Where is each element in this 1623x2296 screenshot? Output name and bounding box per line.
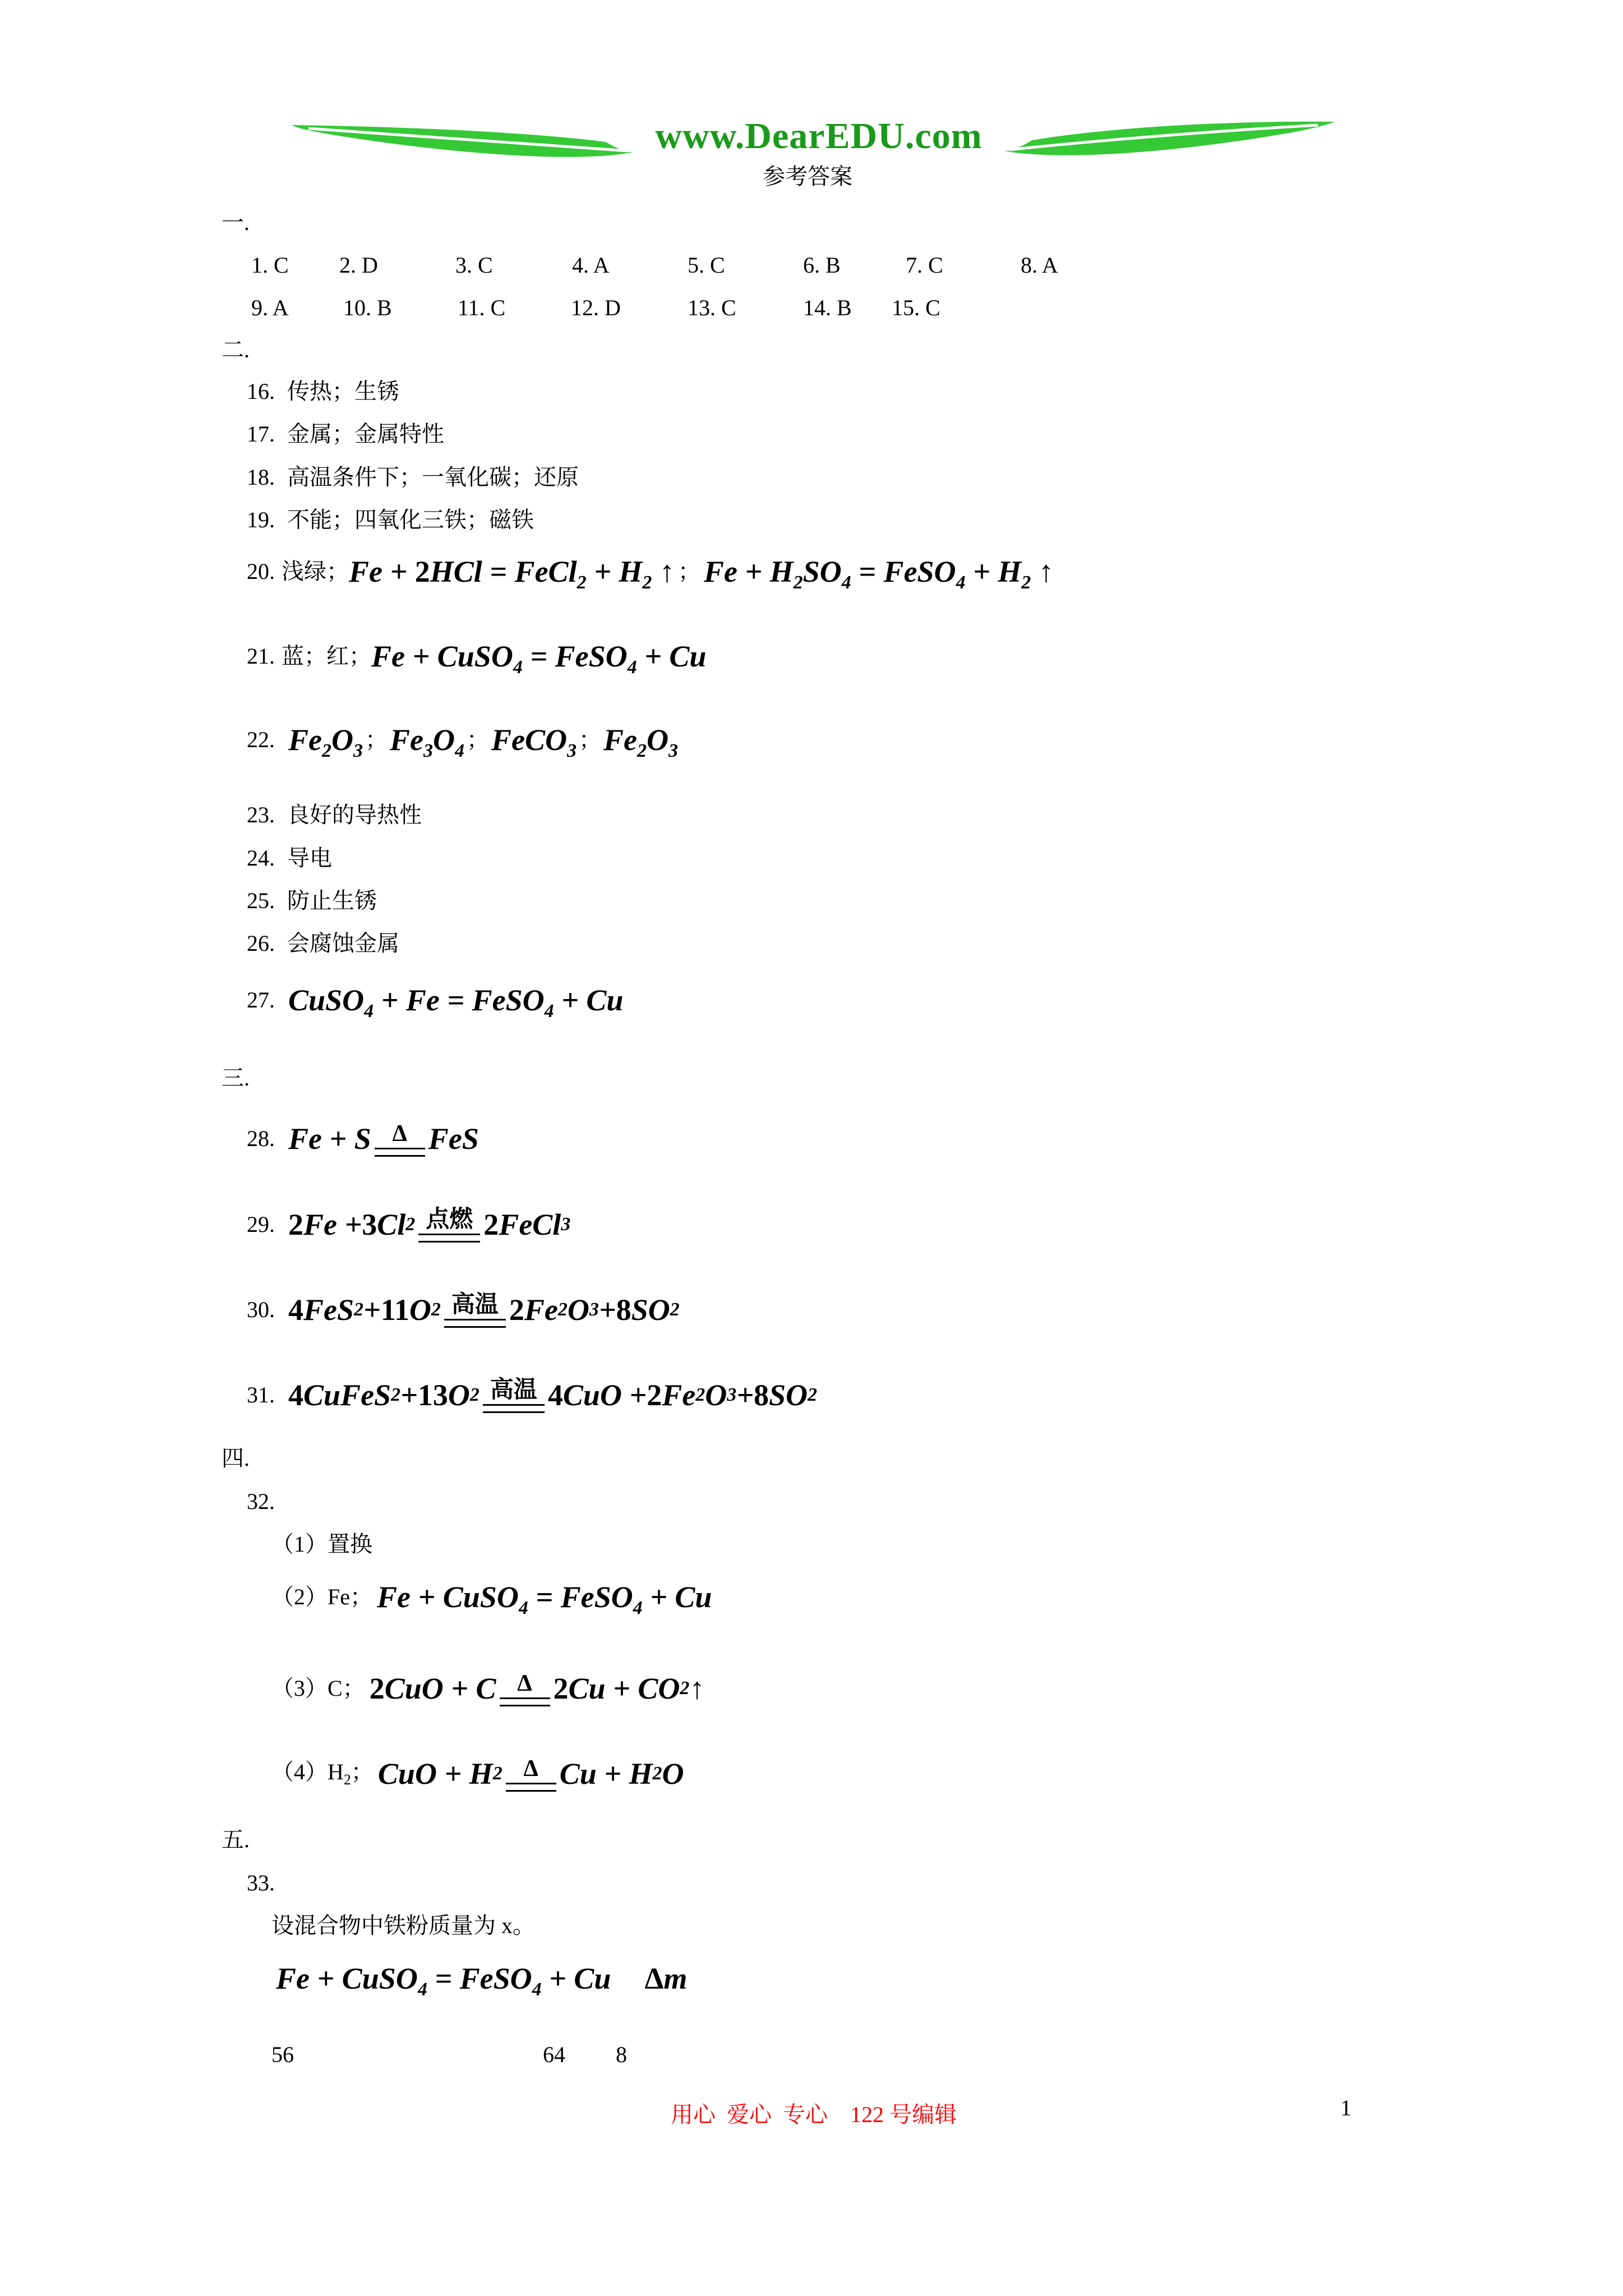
formula: $Fe_2O_3$: [603, 723, 678, 761]
mc-answer: 7. C: [906, 252, 943, 278]
answer-17: [247, 423, 444, 445]
equation: Fe + CuSO$_4$ = FeSO$_4$ + Cu: [371, 639, 707, 678]
answer-number: 20.: [247, 559, 275, 584]
answer-text: 浅绿；: [282, 559, 349, 584]
answer-number: 26.: [247, 931, 275, 956]
logo-text: www.DearEDU.com: [655, 116, 983, 157]
answer-text: 蓝；红；: [282, 643, 371, 669]
answer-number: 30.: [247, 1297, 275, 1322]
answer-28: [247, 1111, 479, 1167]
answer-23: [247, 804, 422, 826]
answer-21: [247, 639, 707, 678]
reaction-condition: [500, 1671, 550, 1706]
equation: CuO + H 2 Δ Cu + H 2 O: [378, 1756, 684, 1792]
condition-label: Δ: [523, 1755, 538, 1782]
formula: FeCO$_3$: [491, 723, 577, 761]
section-heading-3: 三.: [222, 1065, 250, 1091]
part-label: [271, 1761, 374, 1787]
separator: ；: [467, 727, 489, 752]
part-label: （2）Fe；: [271, 1584, 372, 1609]
reaction-condition: [375, 1121, 425, 1157]
page-title: 参考答案: [763, 164, 852, 189]
page-number: 1: [1340, 2095, 1352, 2120]
answer-text: 导电: [287, 845, 332, 871]
mc-answer: 9. A: [251, 295, 289, 320]
answer-30: [247, 1279, 680, 1341]
q33-value-dm: 8: [616, 2042, 627, 2067]
answer-number: 19.: [247, 507, 275, 532]
answer-20: [247, 555, 1054, 593]
answer-number: 29.: [247, 1212, 275, 1237]
section-heading-5: 五.: [222, 1827, 250, 1852]
answer-text: 不能；四氧化三铁；磁铁: [287, 507, 534, 532]
equation: $Fe + H_2SO_4$ = FeSO$_4$ + $H_2$ ↑: [703, 555, 1054, 593]
condition-label: 高温: [490, 1377, 537, 1403]
answer-number: 22.: [247, 727, 275, 752]
answer-number: 24.: [247, 845, 275, 871]
answer-text: 会腐蚀金属: [287, 931, 399, 956]
equation: 4 FeS 2 + 11 O 2 高温 2 Fe 2 O 3 + 8 SO 2: [288, 1292, 680, 1328]
answer-25: [247, 890, 377, 912]
answer-number: 21.: [247, 643, 275, 669]
part-label-prefix: （4）H: [271, 1759, 344, 1784]
equation: 4 CuFeS 2 + 13 O 2 高温 4 CuO + 2 Fe 2 O 3 + 8 SO 2: [288, 1377, 817, 1413]
answer-19: [247, 509, 534, 531]
mc-answer: 4. A: [572, 252, 610, 278]
answer-number: 27.: [247, 987, 275, 1013]
answer-number: 23.: [247, 802, 275, 827]
section-heading-2: 二.: [222, 337, 250, 362]
q32-part-1: （1）置换: [271, 1531, 372, 1557]
reaction-condition: [506, 1756, 556, 1792]
mc-answer: 8. A: [1021, 252, 1058, 278]
condition-label: 点燃: [426, 1206, 473, 1232]
separator: ；: [579, 727, 601, 752]
equation: Fe + CuSO$_4$ = FeSO$_4$ + Cu: [276, 1962, 611, 2000]
section-heading-4: 四.: [222, 1446, 250, 1471]
answer-27: [247, 983, 624, 1022]
q32-part-3: [271, 1660, 704, 1717]
equation: Fe + CuSO$_4$ = FeSO$_4$ + Cu: [377, 1580, 712, 1618]
mc-answer: 15. C: [892, 295, 940, 320]
answer-text: 金属；金属特性: [287, 421, 444, 447]
question-33-number: 33.: [247, 1870, 275, 1895]
part-label: （3）C；: [271, 1676, 365, 1701]
separator: ；: [677, 559, 700, 584]
reaction-condition: [483, 1377, 545, 1413]
equation: 2 Fe + 3 Cl 2 点燃 2 FeCl 3: [288, 1207, 570, 1243]
answer-text: 传热；生锈: [287, 379, 399, 404]
q32-part-2: [271, 1580, 712, 1618]
part-label-suffix: ；: [351, 1759, 374, 1784]
mc-answer: 10. B: [343, 295, 392, 320]
mass-difference: Δm: [644, 1962, 688, 1995]
equation: Fe + 2HCl = FeCl$_2$ + $H_2$ ↑: [349, 555, 675, 593]
answer-22: [247, 723, 678, 761]
mc-answer: 14. B: [803, 295, 852, 320]
answer-number: 25.: [247, 888, 275, 913]
answer-26: [247, 932, 399, 955]
answer-16: [247, 380, 399, 403]
answer-text: 良好的导热性: [287, 802, 422, 827]
answer-24: [247, 847, 332, 869]
mc-answer: 3. C: [455, 252, 493, 278]
answer-number: 17.: [247, 421, 275, 447]
mc-answer: 6. B: [803, 252, 841, 278]
answer-text: 高温条件下；一氧化碳；还原: [287, 464, 579, 490]
condition-label: 高温: [451, 1291, 499, 1318]
answer-number: 31.: [247, 1382, 275, 1407]
q33-value-fe: 56: [271, 2042, 294, 2067]
equation: CuSO$_4$ + Fe = FeSO$_4$ + Cu: [288, 983, 624, 1022]
header-logo: [292, 109, 1335, 171]
condition-label: Δ: [517, 1670, 532, 1696]
answer-number: 28.: [247, 1126, 275, 1151]
q32-part-4: [271, 1746, 684, 1802]
answer-18: [247, 466, 579, 489]
mc-answer: 13. C: [688, 295, 736, 320]
part-label-sub: 2: [343, 1771, 351, 1788]
formula: $Fe_3O_4$: [390, 723, 464, 761]
footer-text: 用心 爱心 专心 122 号编辑: [671, 2102, 957, 2127]
separator: ；: [365, 727, 388, 752]
q33-value-cu: 64: [543, 2042, 565, 2067]
equation: Fe + S Δ FeS: [288, 1121, 479, 1157]
mc-answer: 11. C: [458, 295, 506, 320]
q33-setup-text: 设混合物中铁粉质量为 x。: [271, 1913, 535, 1938]
formula: $Fe_2O_3$: [288, 723, 363, 761]
q33-equation: [276, 1962, 688, 2000]
section-heading-1: 一.: [222, 210, 250, 235]
answer-text: 防止生锈: [287, 888, 377, 913]
answer-31: [247, 1364, 817, 1426]
mc-answer: 2. D: [339, 252, 378, 278]
reaction-condition: [418, 1207, 480, 1243]
condition-label: Δ: [392, 1120, 407, 1147]
mc-answer: 1. C: [251, 252, 289, 278]
mc-answer: 12. D: [571, 295, 621, 320]
mc-answer: 5. C: [688, 252, 725, 278]
answer-number: 18.: [247, 464, 275, 490]
answer-number: 16.: [247, 379, 275, 404]
answer-29: [247, 1194, 570, 1255]
reaction-condition: [444, 1292, 506, 1328]
equation: 2 CuO + C Δ 2 Cu + CO 2 ↑: [370, 1671, 705, 1706]
question-32-number: 32.: [247, 1489, 275, 1514]
